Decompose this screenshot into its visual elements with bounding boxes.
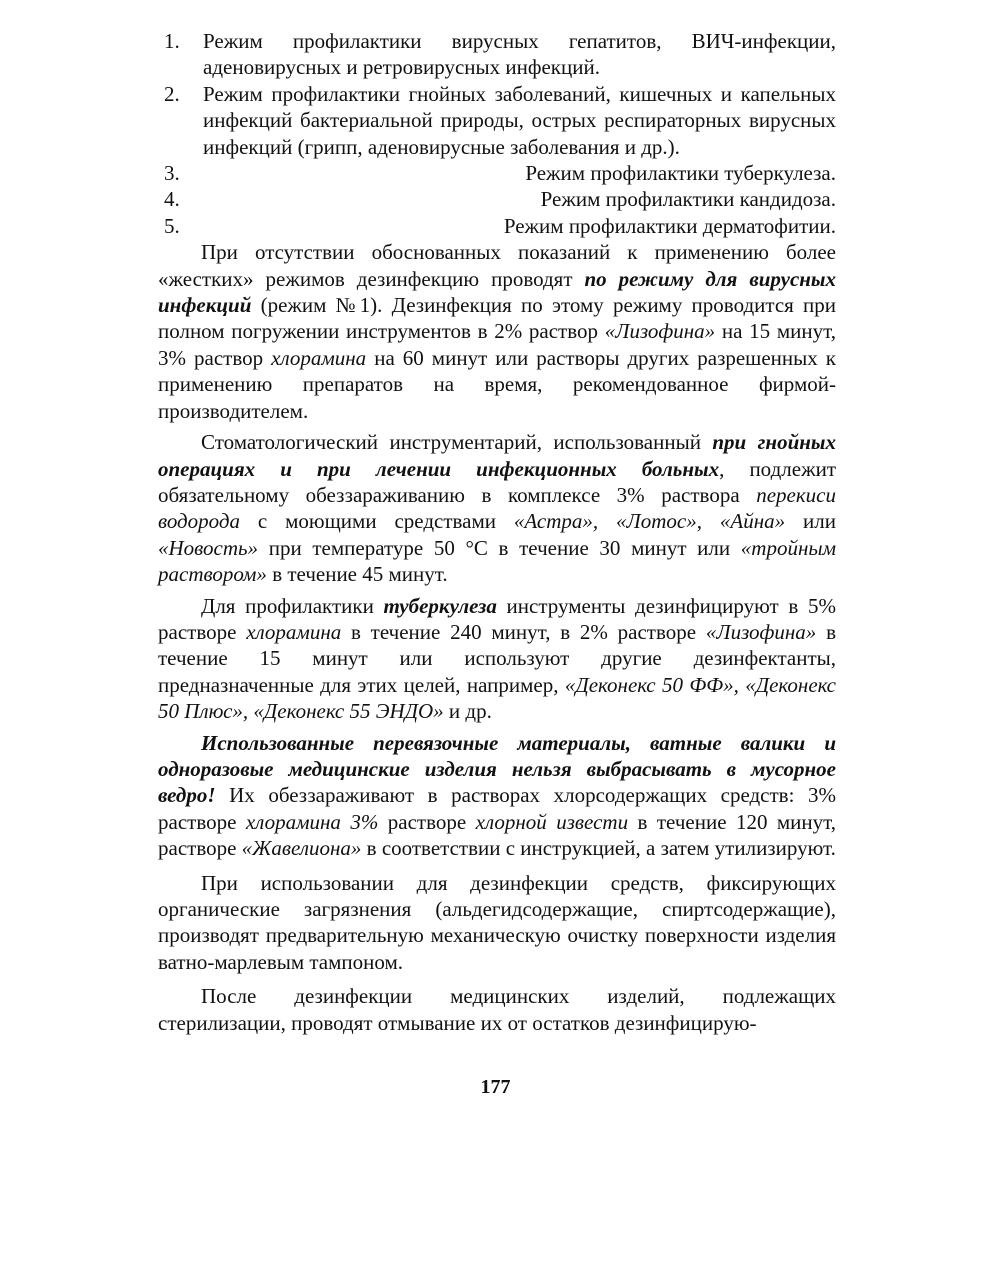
emphasis-bold-italic: Использованные перевязочные материалы, ватные валики и одноразовые медицинские изделия нельзя выбрасывать в мусорное ведро! bbox=[158, 730, 836, 808]
list-item-2 bbox=[158, 81, 836, 160]
text-run: в соответствии с инструкцией, а затем утилизируют. bbox=[361, 836, 836, 861]
emphasis-bold-italic: туберкулеза bbox=[383, 593, 497, 618]
emphasis-italic: хлорной извести bbox=[475, 809, 629, 834]
page-number: 177 bbox=[480, 1076, 511, 1098]
list-item-5 bbox=[158, 213, 836, 239]
text-run: с моющими средствами bbox=[240, 509, 514, 534]
list-number: 4. bbox=[164, 187, 180, 212]
text-run: в течение 45 минут. bbox=[266, 562, 448, 587]
paragraph-purulent-operations bbox=[158, 429, 836, 587]
emphasis-italic: хлорамина bbox=[271, 345, 367, 370]
list-item-3 bbox=[158, 160, 836, 186]
list-text: Режим профилактики вирусных гепатитов, ВИЧ-инфекции, аденовирусных и ретровирусных инфекций. bbox=[203, 29, 836, 80]
text-run: на 60 минут или растворы других разрешенных к применению препаратов на время, рекомендованное фирмой-производителем. bbox=[158, 345, 836, 423]
emphasis-italic: хлорамина bbox=[246, 619, 342, 644]
emphasis-italic: перекиси водорода bbox=[158, 482, 836, 534]
list-text: Режим профилактики гнойных заболеваний, кишечных и капельных инфекций бактериальной природы, острых респираторных вирусных инфекций (грипп, аденовирусные заболевания и др.). bbox=[203, 81, 836, 159]
emphasis-italic: «Деконекс 50 ФФ», «Деконекс 50 Плюс», «Деконекс 55 ЭНДО» bbox=[158, 672, 836, 724]
list-number: 1. bbox=[164, 29, 180, 53]
text-run: Их обеззараживают в растворах хлорсодержащих средств: 3% растворе bbox=[158, 783, 836, 834]
text-run: Для профилактики bbox=[201, 593, 384, 618]
text-run: , подлежит обязательному обеззараживанию в комплексе 3% раствора bbox=[158, 456, 836, 507]
list-number: 3. bbox=[164, 161, 180, 186]
paragraph-fixing-agents bbox=[158, 870, 836, 976]
list-text: Режим профилактики дерматофитии. bbox=[503, 213, 836, 238]
list-item-1 bbox=[158, 28, 836, 81]
emphasis-italic: «Лизофина» bbox=[604, 319, 716, 344]
list-text: Режим профилактики туберкулеза. bbox=[525, 161, 836, 186]
text-run: Стоматологический инструментарий, использованный bbox=[201, 430, 713, 455]
list-text: Режим профилактики кандидоза. bbox=[540, 187, 836, 212]
emphasis-italic: «Жавелиона» bbox=[241, 836, 362, 861]
emphasis-italic: «Лизофина» bbox=[705, 619, 817, 644]
paragraph-dressing-materials bbox=[158, 730, 836, 862]
text-run: инструменты дезинфицируют в 5% растворе bbox=[158, 593, 836, 644]
list-number: 2. bbox=[164, 81, 180, 106]
text-run: в течение 15 минут или используют другие дезинфектанты, предназначенные для этих целей, например, bbox=[158, 619, 836, 697]
list-number: 5. bbox=[164, 213, 180, 238]
emphasis-italic: «Астра», «Лотос», «Айна» bbox=[513, 509, 786, 534]
list-item-4 bbox=[158, 186, 836, 212]
text-run: на 15 минут, 3% раствор bbox=[158, 319, 836, 370]
text-run: При отсутствии обоснованных показаний к применению более «жестких» режимов дезинфекцию проводят bbox=[158, 240, 836, 291]
paragraph-rinsing bbox=[158, 983, 836, 1036]
text-run: или bbox=[785, 509, 836, 534]
emphasis-bold-italic: по режиму для вирусных инфекций bbox=[158, 266, 836, 318]
emphasis-italic: «тройным раствором» bbox=[158, 535, 836, 587]
paragraph-viral-regime bbox=[158, 239, 836, 424]
body-text bbox=[158, 28, 836, 1036]
emphasis-bold-italic: при гнойных операциях и при лечении инфекционных больных bbox=[158, 430, 836, 481]
text-run: в течение 120 минут, растворе bbox=[158, 809, 837, 861]
text-run: растворе bbox=[378, 809, 476, 834]
text-run: При использовании для дезинфекции средств, фиксирующих органические загрязнения (альдегидсодержащие, спиртсодержащие), производят предварительную механическую очистку поверхности изделия ватно-марлевым тампоном. bbox=[158, 870, 836, 974]
text-run: в течение 240 минут, в 2% растворе bbox=[341, 619, 706, 644]
text-run: (режим №1). Дезинфекция по этому режиму проводится при полном погружении инструментов в 2% раствор bbox=[158, 293, 836, 344]
text-run: при температуре 50 °С в течение 30 минут или bbox=[258, 535, 741, 560]
paragraph-tuberculosis bbox=[158, 593, 836, 725]
text-run: После дезинфекции медицинских изделий, подлежащих стерилизации, проводят отмывание их от остатков дезинфицирую- bbox=[158, 984, 836, 1035]
text-run: и др. bbox=[443, 699, 492, 724]
emphasis-italic: хлорамина 3% bbox=[245, 809, 379, 834]
emphasis-italic: «Новость» bbox=[158, 535, 259, 560]
